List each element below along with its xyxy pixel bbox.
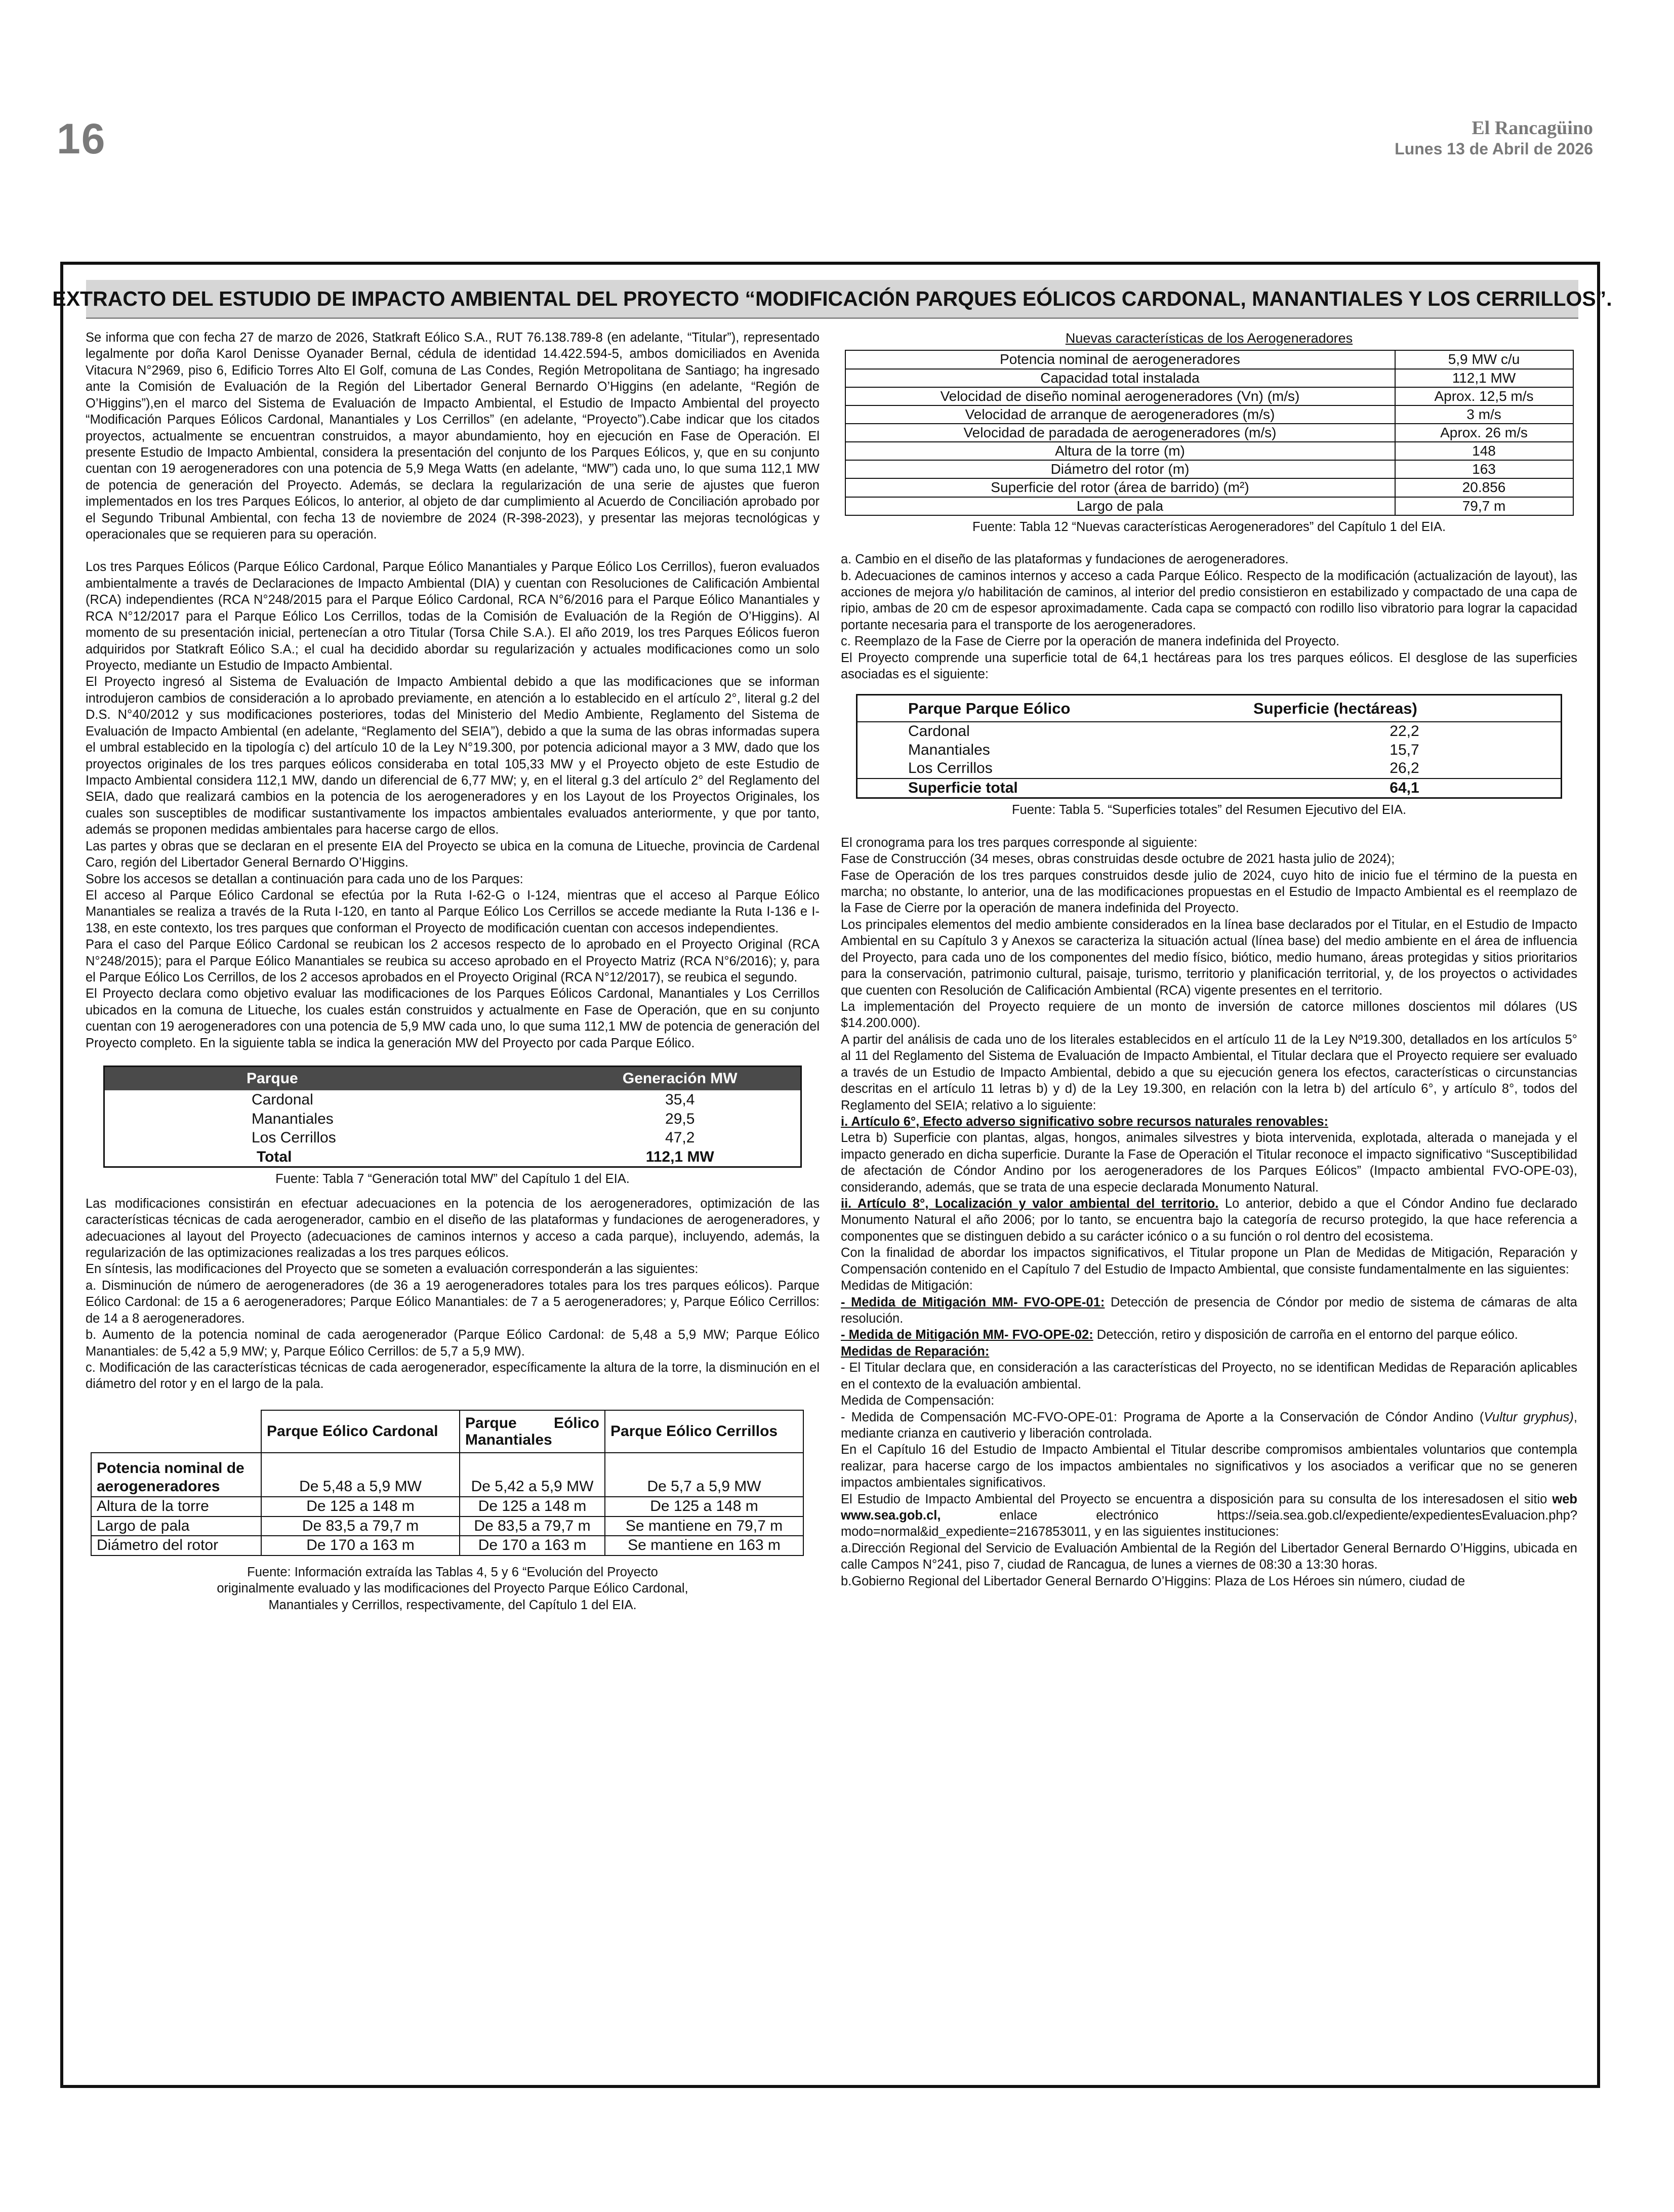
generation-mw: 35,4 [665, 1091, 695, 1109]
generation-total-value: 112,1 MW [645, 1148, 714, 1165]
notice-frame [52, 262, 1612, 2088]
paragraph: Las modificaciones consistirán en efectuar adecuaciones en la potencia de los aerogeneradores, optimización de las características técnicas de cada aerogenerador, cambio en el diseño de las plataformas y fundaciones de aerogeneradores, y adecuaciones al layout del Proyecto (adecuaciones de caminos internos y acceso a cada parque), incluyendo, además, la regularización de las optimizaciones realizadas a los tres parques eólicos. [86, 1196, 820, 1260]
surface-ha: 15,7 [1390, 741, 1419, 758]
comparison-header-cerrillos: Parque Eólico Cerrillos [605, 1410, 803, 1453]
section-heading: Medidas de Reparación: [841, 1344, 990, 1359]
paragraph-text: Detección de presencia de Cóndor por medio de sistema de cámaras de alta resolución. [841, 1295, 1577, 1326]
paragraph: La implementación del Proyecto requiere de un monto de inversión de catorce millones doscientos mil dólares (US $14.200.000). [841, 999, 1577, 1031]
paragraph-text: Detección, retiro y disposición de carroña en el entorno del parque eólico. [1093, 1328, 1518, 1342]
comparison-cell: Se mantiene en 79,7 m [605, 1517, 803, 1536]
comparison-cell: De 5,7 a 5,9 MW [605, 1453, 803, 1497]
table-row [845, 460, 1573, 478]
masthead [1395, 117, 1593, 158]
comparison-row-label: Largo de pala [91, 1517, 261, 1536]
sea-website-link[interactable]: web www.sea.gob.cl, [841, 1492, 1577, 1523]
spec-value: 20.856 [1395, 478, 1573, 497]
paragraph [841, 1327, 1577, 1343]
comparison-cell: Se mantiene en 163 m [605, 1536, 803, 1555]
comparison-cell: De 170 a 163 m [261, 1536, 460, 1555]
paragraph-text: El Estudio de Impacto Ambiental del Proyecto se encuentra a disposición para su consulta de los interesadosen el sitio [841, 1492, 1553, 1506]
paragraph-text: , mediante crianza en cautiverio y liberación controlada. [841, 1410, 1577, 1441]
table-row [857, 741, 1562, 760]
table-row [857, 759, 1562, 779]
spec-value: 112,1 MW [1395, 369, 1573, 387]
page-number: 16 [57, 115, 106, 162]
paragraph-text: - Medida de Compensación MC-FVO-OPE-01: Programa de Aporte a la Conservación de Cóndor Andino ( [841, 1410, 1484, 1424]
table-row [857, 722, 1562, 741]
generation-parque: Los Cerrillos [252, 1129, 336, 1146]
paragraph: Con la finalidad de abordar los impactos significativos, el Titular propone un Plan de Medidas de Mitigación, Reparación y Compensación contenido en el Capítulo 7 del Estudio de Impacto Ambiental, que consiste fundamentalmente en las siguientes: [841, 1246, 1577, 1277]
generation-mw: 29,5 [665, 1110, 695, 1127]
paragraph: Letra b) Superficie con plantas, algas, hongos, animales silvestres y biota intervenida, explotada, alterada o manejada y el impacto generado en dicha superficie. Durante la Fase de Operación el Titular reconoce el impacto significativo “Susceptibilidad de afectación de Cóndor Andino por los aerogeneradores de los Parques Eólicos” (Impacto ambiental FVO-OPE-03), considerando, además, que se trata de una especie declarada Monumento Natural. [841, 1131, 1577, 1195]
comparison-cell: De 5,48 a 5,9 MW [261, 1453, 460, 1497]
spec-label: Diámetro del rotor (m) [845, 460, 1395, 478]
generation-table [103, 1066, 802, 1168]
paragraph: El Proyecto comprende una superficie total de 64,1 hectáreas para los tres parques eólicos. El desglose de las superficies asociadas es el siguiente: [841, 650, 1577, 682]
comparison-cell: De 5,42 a 5,9 MW [460, 1453, 605, 1497]
spec-label: Velocidad de paradada de aerogeneradores (m/s) [845, 424, 1395, 442]
surface-table-caption: Fuente: Tabla 5. “Superficies totales” del Resumen Ejecutivo del EIA. [1011, 803, 1407, 817]
comparison-cell: De 170 a 163 m [460, 1536, 605, 1555]
comparison-cell: De 125 a 148 m [261, 1497, 460, 1517]
paragraph: c. Reemplazo de la Fase de Cierre por la operación de manera indefinida del Proyecto. [841, 634, 1340, 649]
comparison-row-label: Altura de la torre [91, 1497, 261, 1517]
spec-value: 79,7 m [1395, 497, 1573, 515]
spec-label: Capacidad total instalada [845, 369, 1395, 387]
paragraph: El Proyecto ingresó al Sistema de Evaluación de Impacto Ambiental debido a que las modificaciones que se informan introdujeron cambios de consideración a lo aprobado previamente, en atención a lo establecido en el artículo 2°, literal g.2 del D.S. N°40/2012 y sus modificaciones posteriores, todas del Ministerio del Medio Ambiente, Reglamento del Sistema de Evaluación de Impacto Ambiental (en adelante, “Reglamento del SEIA”), debido a que la suma de las obras informadas supera el umbral establecido en la tipología c) del artículo 10 de la Ley N°19.300, por potencia adicional mayor a 3 MW, dado que los proyectos originales de los tres parques eólicos consideraba en total 105,33 MW y el Proyecto objeto de este Estudio de Impacto Ambiental considera 112,1 MW, dando un diferencial de 6,77 MW; y, en el literal g.3 del artículo 2° del Reglamento del SEIA, dado que realizará cambios en la potencia de los aerogeneradores y en los Layout de los Proyectos Originales, los cuales son susceptibles de modificar sustantivamente los impactos ambientales evaluados anteriormente, y que por tanto, además se proponen medidas ambientales para hacerse cargo de ellos. [86, 675, 820, 837]
paragraph: El acceso al Parque Eólico Cardonal se efectúa por la Ruta I-62-G o I-124, mientras que el acceso al Parque Eólico Manantiales se realiza a través de la Ruta I-120, en tanto al Parque Eólico Los Cerrillos se accede mediante la Ruta I-136 e I-138, en este contexto, los tres parques que conforman el Proyecto de modificación cuentan con accesos independientes. [86, 888, 820, 935]
comparison-row-label: Diámetro del rotor [91, 1536, 261, 1555]
surface-total-label: Superficie total [857, 779, 1248, 798]
spec-label: Velocidad de arranque de aerogeneradores (m/s) [845, 405, 1395, 424]
spec-label: Altura de la torre (m) [845, 442, 1395, 460]
table-row [845, 387, 1573, 405]
table-row [845, 369, 1573, 387]
generation-parque: Cardonal [252, 1091, 313, 1109]
paragraph [841, 1294, 1577, 1327]
newspaper-name: El Rancagüino [1472, 117, 1593, 139]
generation-header-parque: Parque [104, 1067, 560, 1091]
generation-parque: Manantiales [252, 1110, 334, 1127]
surface-ha: 26,2 [1390, 760, 1419, 777]
surface-header-parque: Parque Parque Eólico [857, 694, 1248, 722]
spec-value: 163 [1395, 460, 1573, 478]
table-row [845, 350, 1573, 368]
paragraph: Se informa que con fecha 27 de marzo de 2026, Statkraft Eólico S.A., RUT 76.138.789-8 (en adelante, “Titular”), representado legalmente por doña Karol Denisse Oyanader Bernal, cédula de identidad 14.422.594-5, ambos domiciliados en Avenida Vitacura N°2969, piso 6, Edificio Torres Alto El Golf, comuna de Las Condes, Región Metropolitana de Santiago; ha ingresado ante la Comisión de Evaluación de la Región del Libertador General Bernardo O’Higgins (en adelante, “Región de O’Higgins”),en el marco del Sistema de Evaluación de Impacto Ambiental, el Estudio de Impacto Ambiental del proyecto “Modificación Parques Eólicos Cardonal, Manantiales y Los Cerrillos” (en adelante, “Proyecto”).Cabe indicar que los citados proyectos, actualmente se encuentran construidos, a mayor abundamiento, hoy en ejecución en Fase de Operación. El presente Estudio de Impacto Ambiental, considera la presentación del conjunto de los Parques Eólicos, y, que en su conjunto cuentan con 19 aerogeneradores con una potencia de 5,9 Mega Watts (en adelante, “MW”) cada uno, lo que suma 112,1 MW de potencia de generación del Proyecto. Además, se declara la regularización de una serie de ajustes que fueron implementados en los tres Parques Eólicos, lo anterior, al objeto de dar cumplimiento al Acuerdo de Conciliación aprobado por el Segundo Tribunal Ambiental, con fecha 13 de noviembre de 2024 (R-398-2023), y presentar las mejoras tecnológicas y operacionales que se requieren para su operación. [86, 331, 820, 542]
table-row [91, 1536, 803, 1555]
table-row-total [857, 779, 1562, 798]
comparison-header-manantiales: Parque Eólico Manantiales [460, 1410, 605, 1453]
surface-header-ha: Superficie (hectáreas) [1248, 694, 1562, 722]
spec-value: 3 m/s [1395, 405, 1573, 424]
paragraph: Fase de Operación de los tres parques construidos desde julio de 2024, cuyo hito de inicio fue el término de la puesta en marcha; no obstante, lo anterior, una de las modificaciones propuestas en el Estudio de Impacto Ambiental es el reemplazo de la Fase de Cierre por la operación de manera indefinida del Proyecto. [841, 868, 1577, 916]
comparison-header-cardonal: Parque Eólico Cardonal [261, 1410, 460, 1453]
paragraph: a.Dirección Regional del Servicio de Evaluación Ambiental de la Región del Libertador General Bernardo O’Higgins, ubicada en calle Campos N°241, piso 7, ciudad de Rancagua, de lunes a viernes de 08:30 a 13:30 horas. [841, 1541, 1577, 1572]
section-heading: ii. Artículo 8°, Localización y valor ambiental del territorio. [841, 1197, 1219, 1211]
spec-value: Aprox. 12,5 m/s [1395, 387, 1573, 405]
comparison-caption-line-3: Manantiales y Cerrillos, respectivamente, del Capítulo 1 del EIA. [268, 1597, 637, 1612]
comparison-cell: De 83,5 a 79,7 m [261, 1517, 460, 1536]
spec-label: Superficie del rotor (área de barrido) (m²) [845, 478, 1395, 497]
paragraph: b.Gobierno Regional del Libertador General Bernardo O’Higgins: Plaza de Los Héroes sin número, ciudad de [841, 1574, 1465, 1588]
specs-table-caption: Fuente: Tabla 12 “Nuevas características Aerogeneradores” del Capítulo 1 del EIA. [972, 519, 1446, 534]
specs-table-title: Nuevas características de los Aerogeneradores [1065, 331, 1353, 346]
generation-mw: 47,2 [665, 1129, 695, 1146]
comparison-row-label: Potencia nominal de aerogeneradores [91, 1453, 261, 1497]
paragraph: Los tres Parques Eólicos (Parque Eólico Cardonal, Parque Eólico Manantiales y Parque Eólico Los Cerrillos), fueron evaluados ambientalmente a través de Declaraciones de Impacto Ambiental (DIA) y cuentan con Resoluciones de Calificación Ambiental (RCA) independientes (RCA N°248/2015 para el Parque Eólico Cardonal, RCA N°6/2016 para el Parque Eólico Manantiales y RCA N°12/2017 para el Parque Eólico Los Cerrillos, todas de la Comisión de Evaluación de la Región de O’Higgins). Al momento de su presentación inicial, pertenecían a otro Titular (Torsa Chile S.A.). El año 2019, los tres Parques Eólicos fueron adquiridos por Statkraft Eólico S.A.; el cual ha decidido abordar su regularización y actuales modificaciones como un solo Proyecto, mediante un Estudio de Impacto Ambiental. [86, 560, 820, 673]
paragraph: El Proyecto declara como objetivo evaluar las modificaciones de los Parques Eólicos Cardonal, Manantiales y Los Cerrillos ubicados en la comuna de Litueche, los cuales están construidos y actualmente en Fase de Operación, que en su conjunto cuentan con 19 aerogeneradores con una potencia de 5,9 MW cada uno, lo que suma 112,1 MW de potencia de generación del Proyecto completo. En la siguiente tabla se indica la generación MW del Proyecto por cada Parque Eólico. [86, 987, 820, 1050]
spec-label: Largo de pala [845, 497, 1395, 515]
surface-parque: Manantiales [908, 741, 990, 758]
paragraph: Sobre los accesos se detallan a continuación para cada uno de los Parques: [86, 872, 523, 886]
measure-heading: - Medida de Mitigación MM- FVO-OPE-01: [841, 1295, 1105, 1309]
surface-parque: Los Cerrillos [908, 760, 993, 777]
specs-table [845, 350, 1574, 515]
table-row [104, 1110, 801, 1129]
table-row [91, 1517, 803, 1536]
table-row [91, 1453, 803, 1497]
paragraph [841, 1196, 1577, 1245]
comparison-cell: De 125 a 148 m [605, 1497, 803, 1517]
comparison-table [91, 1410, 804, 1556]
comparison-caption-line-2: originalmente evaluado y las modificaciones del Proyecto Parque Eólico Cardonal, [217, 1581, 688, 1596]
paragraph: c. Modificación de las características técnicas de cada aerogenerador, específicamente la altura de la torre, la disminución en el diámetro del rotor y en el largo de la pala. [86, 1360, 820, 1391]
surface-ha: 22,2 [1390, 722, 1419, 740]
paragraph: b. Adecuaciones de caminos internos y acceso a cada Parque Eólico. Respecto de la modificación (actualización de layout), las acciones de mejora y/o habilitación de caminos, al interior del predio consistieron en estabilizado y compactado de una capa de ripio, ambas de 20 cm de espesor aproximadamente. Cada capa se compactó con rodillo liso vibratorio para lograr la capacidad portante necesaria para el transporte de los aerogeneradores. [841, 568, 1577, 632]
surface-table [856, 694, 1562, 799]
paragraph: Medidas de Mitigación: [841, 1279, 973, 1293]
left-column [86, 330, 820, 1613]
spec-label: Velocidad de diseño nominal aerogeneradores (Vn) (m/s) [845, 387, 1395, 405]
section-heading: i. Artículo 6°, Efecto adverso significativo sobre recursos naturales renovables: [841, 1114, 1328, 1129]
comparison-corner [91, 1410, 261, 1453]
paragraph-text: Lo anterior, debido a que el Cóndor Andino fue declarado Monumento Natural el año 2006; por lo tanto, se encuentra bajo la categoría de recurso protegido, la que hace referencia a componentes que se distinguen debido a su carácter icónico o a su función o rol dentro del ecosistema. [841, 1197, 1578, 1244]
table-row [845, 442, 1573, 460]
paragraph [841, 1409, 1577, 1442]
comparison-cell: De 125 a 148 m [460, 1497, 605, 1517]
paragraph: Para el caso del Parque Eólico Cardonal se reubican los 2 accesos respecto de lo aprobado en el Proyecto Original (RCA N°248/2015); para el Parque Eólico Manantiales se reubica su acceso aprobado en el Proyecto Matriz (RCA N°6/2016); y, para el Parque Eólico Los Cerrillos, de los 2 accesos aprobados en el Proyecto Original (RCA N°12/2017), se reubica el segundo. [86, 937, 820, 985]
right-column [841, 330, 1577, 1589]
table-row [845, 497, 1573, 515]
table-row [845, 478, 1573, 497]
paragraph: En síntesis, las modificaciones del Proyecto que se someten a evaluación corresponderán a las siguientes: [86, 1262, 699, 1277]
spec-value: Aprox. 26 m/s [1395, 424, 1573, 442]
surface-parque: Cardonal [908, 722, 970, 740]
notice-title-bar [52, 280, 1612, 319]
comparison-caption-line-1: Fuente: Información extraída las Tablas 4, 5 y 6 “Evolución del Proyecto [247, 1565, 658, 1579]
spec-value: 148 [1395, 442, 1573, 460]
surface-total-value: 64,1 [1248, 779, 1562, 798]
table-row [91, 1497, 803, 1517]
generation-table-caption: Fuente: Tabla 7 “Generación total MW” del Capítulo 1 del EIA. [275, 1172, 630, 1186]
paragraph: - El Titular declara que, en consideración a las características del Proyecto, no se identifican Medidas de Reparación aplicables en el contexto de la evaluación ambiental. [841, 1361, 1577, 1391]
table-row-total [104, 1148, 801, 1167]
comparison-cell: De 83,5 a 79,7 m [460, 1517, 605, 1536]
generation-header-mw: Generación MW [559, 1067, 801, 1091]
measure-heading: - Medida de Mitigación MM- FVO-OPE-02: [841, 1328, 1093, 1342]
spec-label: Potencia nominal de aerogeneradores [845, 350, 1395, 368]
paragraph: Medida de Compensación: [841, 1394, 995, 1408]
table-row [845, 424, 1573, 442]
table-row [104, 1128, 801, 1148]
table-row [104, 1090, 801, 1110]
species-name: Vultur gryphus) [1484, 1410, 1574, 1424]
paragraph: En el Capítulo 16 del Estudio de Impacto Ambiental el Titular describe compromisos ambientales voluntarios que contempla realizar, para hacerse cargo de los impactos ambientales no significativos y los asociados a verificar que no se generen impactos ambientales significativos. [841, 1443, 1577, 1490]
paragraph: b. Aumento de la potencia nominal de cada aerogenerador (Parque Eólico Cardonal: de 5,48 a 5,9 MW; Parque Eólico Manantiales: de 5,42 a 5,9 MW; y, Parque Eólico Cerrillos: de 5,7 a 5,9 MW). [86, 1328, 820, 1359]
generation-total-label: Total [257, 1148, 292, 1165]
paragraph: El cronograma para los tres parques corresponde al siguiente: [841, 835, 1198, 850]
paragraph: a. Cambio en el diseño de las plataformas y fundaciones de aerogeneradores. [841, 552, 1289, 567]
table-row [845, 405, 1573, 424]
paragraph-text: enlace electrónico https://seia.sea.gob.cl/expediente/expedientesEvaluacion.php? modo=normal&id_expediente=2167853011, y en las siguientes instituciones: [841, 1508, 1577, 1539]
paragraph [841, 1491, 1577, 1540]
spec-value: 5,9 MW c/u [1395, 350, 1573, 368]
publication-date: Lunes 13 de Abril de 2026 [1395, 139, 1593, 158]
notice-title: EXTRACTO DEL ESTUDIO DE IMPACTO AMBIENTAL DEL PROYECTO “MODIFICACIÓN PARQUES EÓLICOS CARDONAL, MANANTIALES Y LOS CERRILLOS”. [52, 286, 1612, 310]
paragraph: Las partes y obras que se declaran en el presente EIA del Proyecto se ubica en la comuna de Litueche, provincia de Cardenal Caro, región del Libertador General Bernardo O’Higgins. [86, 839, 820, 870]
paragraph: Fase de Construcción (34 meses, obras construidas desde octubre de 2021 hasta julio de 2024); [841, 852, 1395, 867]
paragraph: Los principales elementos del medio ambiente considerados en la línea base declarados por el Titular, en el Estudio de Impacto Ambiental en su Capítulo 3 y Anexos se caracteriza la situación actual (línea base) del medio ambiente en el área de influencia del Proyecto, para cada uno de los componentes del medio físico, biótico, medio humano, áreas protegidas y sitios prioritarios para la conservación, patrimonio cultural, paisaje, turismo, territorio y planificación territorial, y, de los proyectos o actividades que cuenten con Resolución de Calificación Ambiental (RCA) vigente presentes en el territorio. [841, 917, 1577, 998]
paragraph: a. Disminución de número de aerogeneradores (de 36 a 19 aerogeneradores totales para los tres parques eólicos). Parque Eólico Cardonal: de 15 a 6 aerogeneradores; Parque Eólico Manantiales: de 7 a 5 aerogeneradores; y, Parque Eólico Cerrillos: de 14 a 8 aerogeneradores. [86, 1278, 820, 1326]
paragraph: A partir del análisis de cada uno de los literales establecidos en el artículo 11 de la Ley Nº19.300, detallados en los artículos 5° al 11 del Reglamento del Sistema de Evaluación de Impacto Ambiental, el Titular declara que el Proyecto requiere ser evaluado a través de un Estudio de Impacto Ambiental, debido a que su ejecución genera los efectos, características o circunstancias descritas en el artículo 11 letras b) y d) de la Ley 19.300, en relación con la letra b) del artículo 6°, y artículo 8°, todos del Reglamento del SEIA; relativo a lo siguiente: [841, 1032, 1577, 1113]
